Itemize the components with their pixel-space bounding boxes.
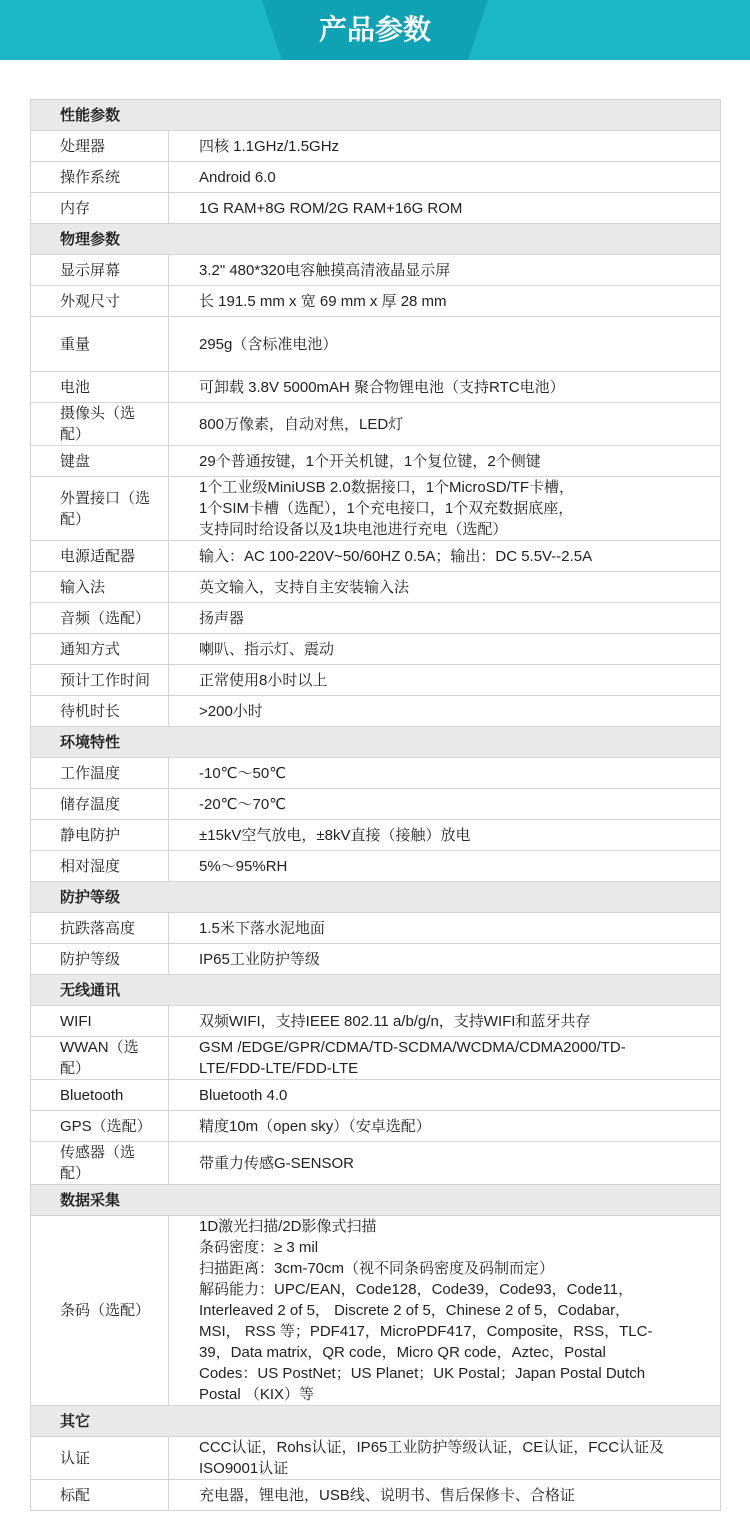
spec-value-line: CCC认证，Rohs认证，IP65工业防护等级认证，CE认证，FCC认证及 xyxy=(199,1439,665,1456)
spec-value: 四核 1.1GHz/1.5GHz xyxy=(169,131,721,162)
spec-row xyxy=(31,634,721,665)
spec-row xyxy=(31,193,721,224)
spec-label: WWAN（选配） xyxy=(31,1037,169,1080)
spec-value: 扬声器 xyxy=(169,603,721,634)
spec-value-line: 支持同时给设备以及1块电池进行充电（选配） xyxy=(199,521,508,538)
spec-label: 键盘 xyxy=(31,446,169,477)
spec-row xyxy=(31,286,721,317)
spec-value xyxy=(169,1037,721,1080)
spec-value-line: GSM /EDGE/GPR/CDMA/TD-SCDMA/WCDMA/CDMA2000/TD- xyxy=(199,1039,626,1056)
spec-value: 喇叭、指示灯、震动 xyxy=(169,634,721,665)
spec-value: 800万像素，自动对焦，LED灯 xyxy=(169,403,721,446)
spec-label: 相对湿度 xyxy=(31,851,169,882)
page-title: 产品参数 xyxy=(318,13,431,46)
spec-table-body xyxy=(31,100,721,1511)
spec-value: -20℃～70℃ xyxy=(169,789,721,820)
spec-value-line: 扫描距离：3cm-70cm（视不同条码密度及码制而定） xyxy=(199,1260,555,1277)
spec-label: 处理器 xyxy=(31,131,169,162)
section-title: 数据采集 xyxy=(31,1185,721,1216)
spec-value: Bluetooth 4.0 xyxy=(169,1080,721,1111)
spec-value-line: 1个SIM卡槽（选配），1个充电接口，1个双充数据底座， xyxy=(199,500,574,517)
spec-row xyxy=(31,255,721,286)
spec-row xyxy=(31,944,721,975)
section-header-row xyxy=(31,975,721,1006)
spec-value-line: 39，Data matrix，QR code，Micro QR code，Aztec，Postal xyxy=(199,1344,606,1361)
section-header-row xyxy=(31,727,721,758)
spec-label: 静电防护 xyxy=(31,820,169,851)
spec-label: 待机时长 xyxy=(31,696,169,727)
spec-label: 工作温度 xyxy=(31,758,169,789)
spec-value: Android 6.0 xyxy=(169,162,721,193)
spec-value: 长 191.5 mm x 宽 69 mm x 厚 28 mm xyxy=(169,286,721,317)
spec-row xyxy=(31,572,721,603)
spec-value: 正常使用8小时以上 xyxy=(169,665,721,696)
spec-value: >200小时 xyxy=(169,696,721,727)
spec-row xyxy=(31,820,721,851)
section-title: 性能参数 xyxy=(31,100,721,131)
spec-value-line: 1个工业级MiniUSB 2.0数据接口，1个MicroSD/TF卡槽， xyxy=(199,479,575,496)
spec-row xyxy=(31,1037,721,1080)
spec-value-line: 解码能力：UPC/EAN，Code128，Code39，Code93，Code11， xyxy=(199,1281,634,1298)
spec-value-line: 条码密度：≥ 3 mil xyxy=(199,1239,319,1256)
spec-label: 预计工作时间 xyxy=(31,665,169,696)
section-title: 无线通讯 xyxy=(31,975,721,1006)
spec-row xyxy=(31,696,721,727)
spec-label: 抗跌落高度 xyxy=(31,913,169,944)
spec-label: 电源适配器 xyxy=(31,541,169,572)
spec-label: 储存温度 xyxy=(31,789,169,820)
spec-table xyxy=(30,99,721,1511)
section-title: 防护等级 xyxy=(31,882,721,913)
spec-value: 295g（含标准电池） xyxy=(169,317,721,372)
spec-label: 输入法 xyxy=(31,572,169,603)
section-header-row xyxy=(31,1406,721,1437)
spec-label: 外置接口（选配） xyxy=(31,477,169,541)
spec-label: 操作系统 xyxy=(31,162,169,193)
spec-row xyxy=(31,1006,721,1037)
spec-label: 内存 xyxy=(31,193,169,224)
spec-row xyxy=(31,477,721,541)
spec-row xyxy=(31,1216,721,1406)
spec-value xyxy=(169,1437,721,1480)
spec-value: IP65工业防护等级 xyxy=(169,944,721,975)
spec-value: 可卸载 3.8V 5000mAH 聚合物锂电池（支持RTC电池） xyxy=(169,372,721,403)
spec-label: 显示屏幕 xyxy=(31,255,169,286)
spec-label: 摄像头（选配） xyxy=(31,403,169,446)
spec-value-line: Postal （KIX）等 xyxy=(199,1386,315,1403)
spec-value xyxy=(169,1216,721,1406)
spec-row xyxy=(31,913,721,944)
spec-value-line: Codes：US PostNet；US Planet；UK Postal；Japan Postal Dutch xyxy=(199,1365,646,1382)
section-header-row xyxy=(31,100,721,131)
spec-label: WIFI xyxy=(31,1006,169,1037)
spec-row xyxy=(31,162,721,193)
spec-value-line: ISO9001认证 xyxy=(199,1460,289,1477)
spec-label: 防护等级 xyxy=(31,944,169,975)
spec-row xyxy=(31,403,721,446)
spec-value: 英文输入，支持自主安装输入法 xyxy=(169,572,721,603)
spec-value-line: MSI， RSS 等；PDF417，MicroPDF417，Composite，RSS，TLC- xyxy=(199,1323,653,1340)
spec-value-line: LTE/FDD-LTE/FDD-LTE xyxy=(199,1060,359,1077)
spec-row xyxy=(31,541,721,572)
spec-value xyxy=(169,477,721,541)
spec-label: GPS（选配） xyxy=(31,1111,169,1142)
spec-row xyxy=(31,789,721,820)
spec-row xyxy=(31,758,721,789)
spec-row xyxy=(31,1437,721,1480)
spec-label: Bluetooth xyxy=(31,1080,169,1111)
spec-row xyxy=(31,131,721,162)
spec-value-line: 1D激光扫描/2D影像式扫描 xyxy=(199,1218,377,1235)
section-header-row xyxy=(31,224,721,255)
spec-value: 5%～95%RH xyxy=(169,851,721,882)
spec-row xyxy=(31,372,721,403)
spec-value: 输入：AC 100-220V~50/60HZ 0.5A；输出：DC 5.5V--2.5A xyxy=(169,541,721,572)
spec-row xyxy=(31,446,721,477)
spec-row xyxy=(31,1142,721,1185)
spec-row xyxy=(31,665,721,696)
section-header-row xyxy=(31,882,721,913)
spec-label: 音频（选配） xyxy=(31,603,169,634)
spec-label: 标配 xyxy=(31,1480,169,1511)
spec-label: 通知方式 xyxy=(31,634,169,665)
spec-value: 1.5米下落水泥地面 xyxy=(169,913,721,944)
spec-value: 双频WIFI，支持IEEE 802.11 a/b/g/n，支持WIFI和蓝牙共存 xyxy=(169,1006,721,1037)
header-banner xyxy=(0,0,750,60)
spec-label: 外观尺寸 xyxy=(31,286,169,317)
spec-row xyxy=(31,1111,721,1142)
spec-row xyxy=(31,1480,721,1511)
spec-value: ±15kV空气放电，±8kV直接（接触）放电 xyxy=(169,820,721,851)
spec-row xyxy=(31,1080,721,1111)
section-title: 物理参数 xyxy=(31,224,721,255)
spec-row xyxy=(31,851,721,882)
spec-label: 传感器（选配） xyxy=(31,1142,169,1185)
spec-value: 充电器，锂电池，USB线、说明书、售后保修卡、合格证 xyxy=(169,1480,721,1511)
section-title: 环境特性 xyxy=(31,727,721,758)
spec-value: 精度10m（open sky）（安卓选配） xyxy=(169,1111,721,1142)
spec-value: 1G RAM+8G ROM/2G RAM+16G ROM xyxy=(169,193,721,224)
section-header-row xyxy=(31,1185,721,1216)
spec-row xyxy=(31,317,721,372)
spec-label: 条码（选配） xyxy=(31,1216,169,1406)
spec-value: -10℃～50℃ xyxy=(169,758,721,789)
spec-value-line: Interleaved 2 of 5， Discrete 2 of 5，Chinese 2 of 5，Codabar， xyxy=(199,1302,631,1319)
spec-label: 重量 xyxy=(31,317,169,372)
section-title: 其它 xyxy=(31,1406,721,1437)
spec-value: 29个普通按键，1个开关机键，1个复位键，2个侧键 xyxy=(169,446,721,477)
spec-row xyxy=(31,603,721,634)
spec-value: 3.2" 480*320电容触摸高清液晶显示屏 xyxy=(169,255,721,286)
spec-label: 认证 xyxy=(31,1437,169,1480)
spec-label: 电池 xyxy=(31,372,169,403)
spec-value: 带重力传感G-SENSOR xyxy=(169,1142,721,1185)
